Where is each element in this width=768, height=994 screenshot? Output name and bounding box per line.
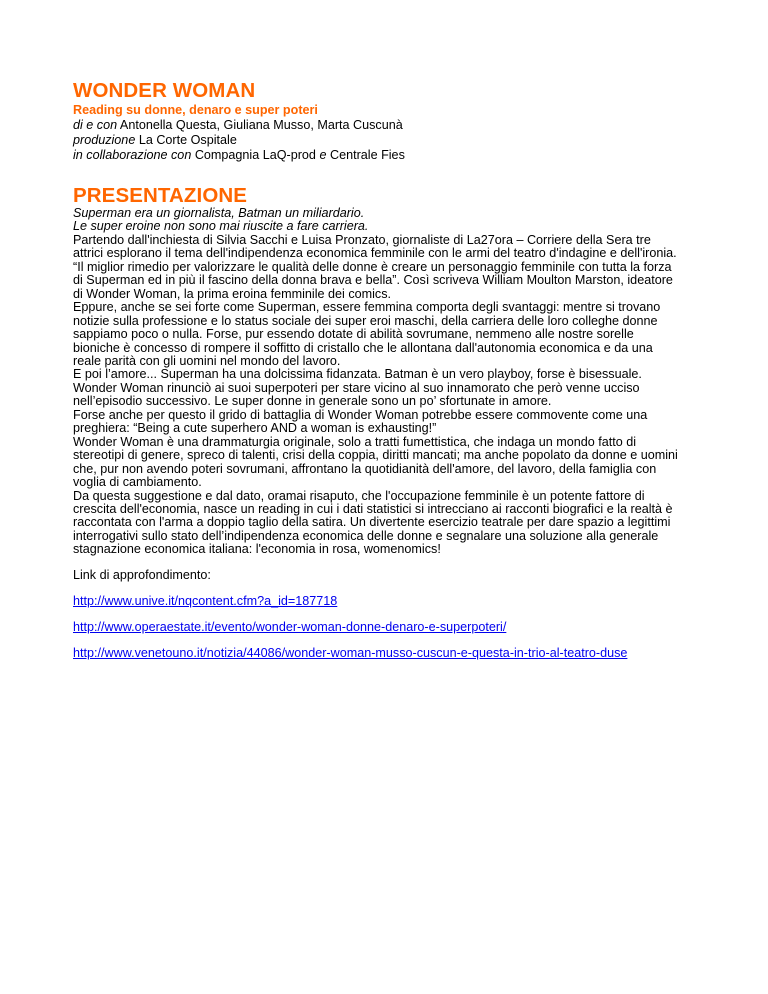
subtitle: Reading su donne, denaro e super poteri bbox=[73, 103, 318, 117]
body-line: notizie sulla professione e lo status sociale dei super eroi maschi, della carriera delle loro colleghe donne bbox=[73, 313, 658, 328]
credit-line-production bbox=[73, 133, 703, 148]
body-line: E poi l’amore... Superman ha una dolcissima fidanzata. Batman è un vero playboy, forse è bisessuale. bbox=[73, 367, 642, 382]
body-line: preghiera: “Being a cute superhero AND a woman is exhausting!” bbox=[73, 421, 437, 436]
body-line: nell’episodio successivo. Le super donne in generale sono un po’ sfortunate in amore. bbox=[73, 394, 552, 409]
intro-line: Superman era un giornalista, Batman un miliardario. bbox=[73, 206, 365, 220]
body-line: raccontata con l'arma a doppio taglio della satira. Un divertente esercizio teatrale per dare spazio a legittimi bbox=[73, 515, 671, 530]
body-line: Wonder Woman è una drammaturgia originale, solo a tratti fumettistica, che indaga un mondo fatto di bbox=[73, 434, 637, 449]
body-line: Partendo dall'inchiesta di Silvia Sacchi e Luisa Pronzato, giornaliste di La27ora – Corriere della Sera tre bbox=[73, 232, 651, 247]
body-line: Forse anche per questo il grido di battaglia di Wonder Woman potrebbe essere commovente come una bbox=[73, 407, 648, 422]
body-line: bioniche è concesso di rompere il soffitto di cristallo che le allontana dall'autonomia economica e da una bbox=[73, 340, 653, 355]
reference-link-venetouno[interactable]: http://www.venetouno.it/notizia/44086/wonder-woman-musso-cuscun-e-questa-in-trio-al-teatro-duse bbox=[73, 645, 628, 660]
body-line: crescita dell'economia, nasce un reading in cui i dati statistici si intrecciano ai racconti biografici e la realtà è bbox=[73, 501, 673, 516]
body-line: stereotipi di genere, spreco di talenti, crisi della coppia, diritti mancati; ma anche popolato da donne e uomini bbox=[73, 448, 678, 463]
body-line: “Il miglior rimedio per valorizzare le qualità delle donne è creare un personaggio femminile con tutta la forza bbox=[73, 259, 672, 274]
body-line: interrogativi sullo stato dell’indipendenza economica delle donne e segnalare una soluzione alla generale bbox=[73, 528, 659, 543]
page-title: WONDER WOMAN bbox=[73, 79, 256, 102]
body-line: che, pur non avendo poteri sovrumani, affrontano la quotidianità dell'amore, del lavoro, della famiglia con bbox=[73, 461, 657, 476]
intro-line: Le super eroine non sono mai riuscite a fare carriera. bbox=[73, 219, 369, 234]
body-line: sappiamo poco o nulla. Forse, pur essendo dotate di abilità sovrumane, nemmeno alle nostre sorelle bbox=[73, 327, 634, 342]
document-page bbox=[73, 79, 703, 661]
body-line: voglia di cambiamento. bbox=[73, 475, 202, 490]
body-line: reale parità con gli uomini nel mondo del lavoro. bbox=[73, 353, 341, 368]
body-line: di Superman ed in più il fascino della donna brava e bella”. Così scriveva William Moulton Marston, ideatore bbox=[73, 273, 673, 288]
credit-value: Compagnia LaQ-prod bbox=[194, 148, 316, 162]
credit-role: di e con bbox=[73, 118, 118, 132]
body-line: Wonder Woman rinunciò ai suoi superpoteri per stare vicino al suo innamorato che però venne ucciso bbox=[73, 380, 640, 395]
italic-intro bbox=[73, 207, 703, 234]
links-label: Link di approfondimento: bbox=[73, 567, 211, 582]
credit-connector: e bbox=[319, 148, 327, 162]
credit-role: produzione bbox=[73, 133, 136, 147]
credit-value: Centrale Fies bbox=[329, 148, 405, 162]
credit-line-collaboration bbox=[73, 148, 703, 163]
presentation-body bbox=[73, 234, 703, 557]
body-line: stagnazione economica italiana: l'economia in rosa, womenomics! bbox=[73, 542, 441, 557]
credit-value: La Corte Ospitale bbox=[138, 133, 237, 147]
body-line: Eppure, anche se sei forte come Superman, essere femmina comporta degli svantaggi: mentre si trovano bbox=[73, 300, 661, 315]
credit-line-cast bbox=[73, 118, 703, 133]
links-section bbox=[73, 568, 703, 661]
header-section bbox=[73, 79, 703, 163]
body-line: di Wonder Woman, la prima eroina femminile dei comics. bbox=[73, 286, 391, 301]
reference-link-operaestate[interactable]: http://www.operaestate.it/evento/wonder-woman-donne-denaro-e-superpoteri/ bbox=[73, 619, 507, 634]
credit-value: Antonella Questa, Giuliana Musso, Marta Cuscunà bbox=[119, 118, 403, 132]
presentation-section bbox=[73, 184, 703, 557]
body-line: Da questa suggestione e dal dato, oramai risaputo, che l'occupazione femminile è un potente fattore di bbox=[73, 488, 645, 503]
credit-role: in collaborazione con bbox=[73, 148, 192, 162]
reference-link-unive[interactable]: http://www.unive.it/nqcontent.cfm?a_id=187718 bbox=[73, 593, 338, 608]
section-heading: PRESENTAZIONE bbox=[73, 184, 248, 207]
body-line: attrici esplorano il tema dell'indipendenza economica femminile con le armi del teatro d'indagine e dell'ironia. bbox=[73, 246, 677, 261]
